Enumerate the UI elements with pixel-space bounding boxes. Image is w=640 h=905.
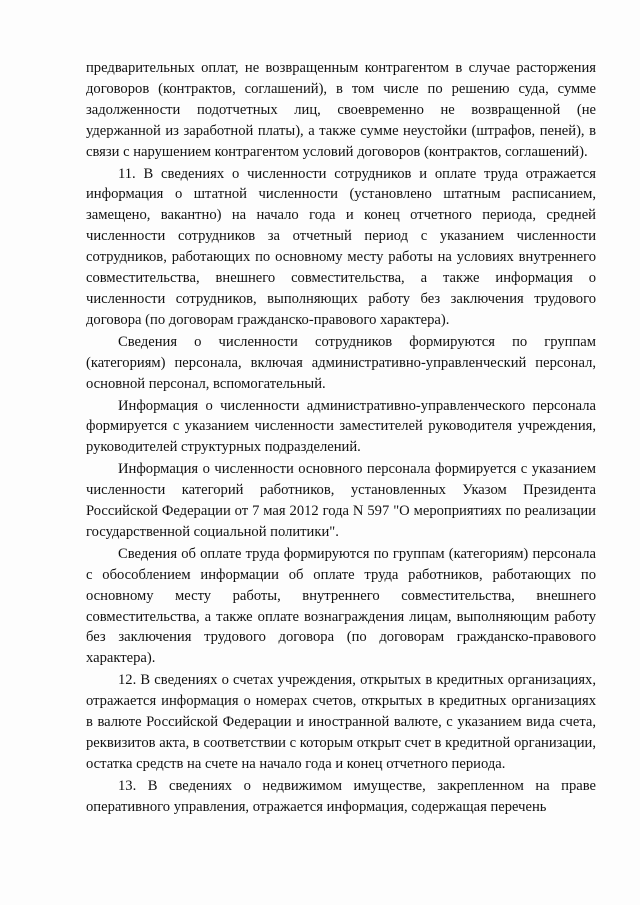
- document-body: [86, 58, 596, 818]
- paragraph-main-staff: Информация о численности основного персонала формируется с указанием численности категорий работников, установленных Указом Президента Российской Федерации от 7 мая 2012 года N 597 "О мероприятиях по реализации государственной социальной политики".: [86, 461, 596, 540]
- paragraph-payroll: Сведения об оплате труда формируются по группам (категориям) персонала с обособлением информации об оплате труда работников, работающих по основному месту работы, внутреннего совместительства, внешнего совместительства, а также оплате вознаграждения лицам, выполняющим работу без заключения трудового договора (по договорам гражданско-правового характера).: [86, 545, 596, 667]
- paragraph-section-13: 13. В сведениях о недвижимом имуществе, закрепленном на праве оперативного управления, отражается информация, содержащая перечень: [86, 777, 596, 815]
- paragraph-continuation: предварительных оплат, не возвращенным контрагентом в случае расторжения договоров (контрактов, соглашений), в том числе по решению суда, сумме задолженности подотчетных лиц, своевременно не возвращенной (не удержанной из заработной платы), а также сумме неустойки (штрафов, пеней), в связи с нарушением контрагентом условий договоров (контрактов, соглашений).: [86, 60, 596, 160]
- paragraph-staff-groups: Сведения о численности сотрудников формируются по группам (категориям) персонала, включая административно-управленческий персонал, основной персонал, вспомогательный.: [86, 333, 596, 392]
- paragraph-section-11: 11. В сведениях о численности сотрудников и оплате труда отражается информация о штатной численности (установлено штатным расписанием, замещено, вакантно) на начало года и конец отчетного периода, средней численности сотрудников за отчетный период с указанием численности сотрудников, работающих по основному месту работы на условиях внутреннего совместительства, внешнего совместительства, а также информация о численности сотрудников, выполняющих работу без заключения трудового договора (по договорам гражданско-правового характера).: [86, 165, 596, 328]
- paragraph-admin-staff: Информация о численности административно-управленческого персонала формируется с указанием численности заместителей руководителя учреждения, руководителей структурных подразделений.: [86, 397, 596, 456]
- paragraph-section-12: 12. В сведениях о счетах учреждения, открытых в кредитных организациях, отражается информация о номерах счетов, открытых в кредитных организациях в валюте Российской Федерации и иностранной валюте, с указанием вида счета, реквизитов акта, в соответствии с которым открыт счет в кредитной организации, остатка средств на счете на начало года и конец отчетного периода.: [86, 672, 596, 772]
